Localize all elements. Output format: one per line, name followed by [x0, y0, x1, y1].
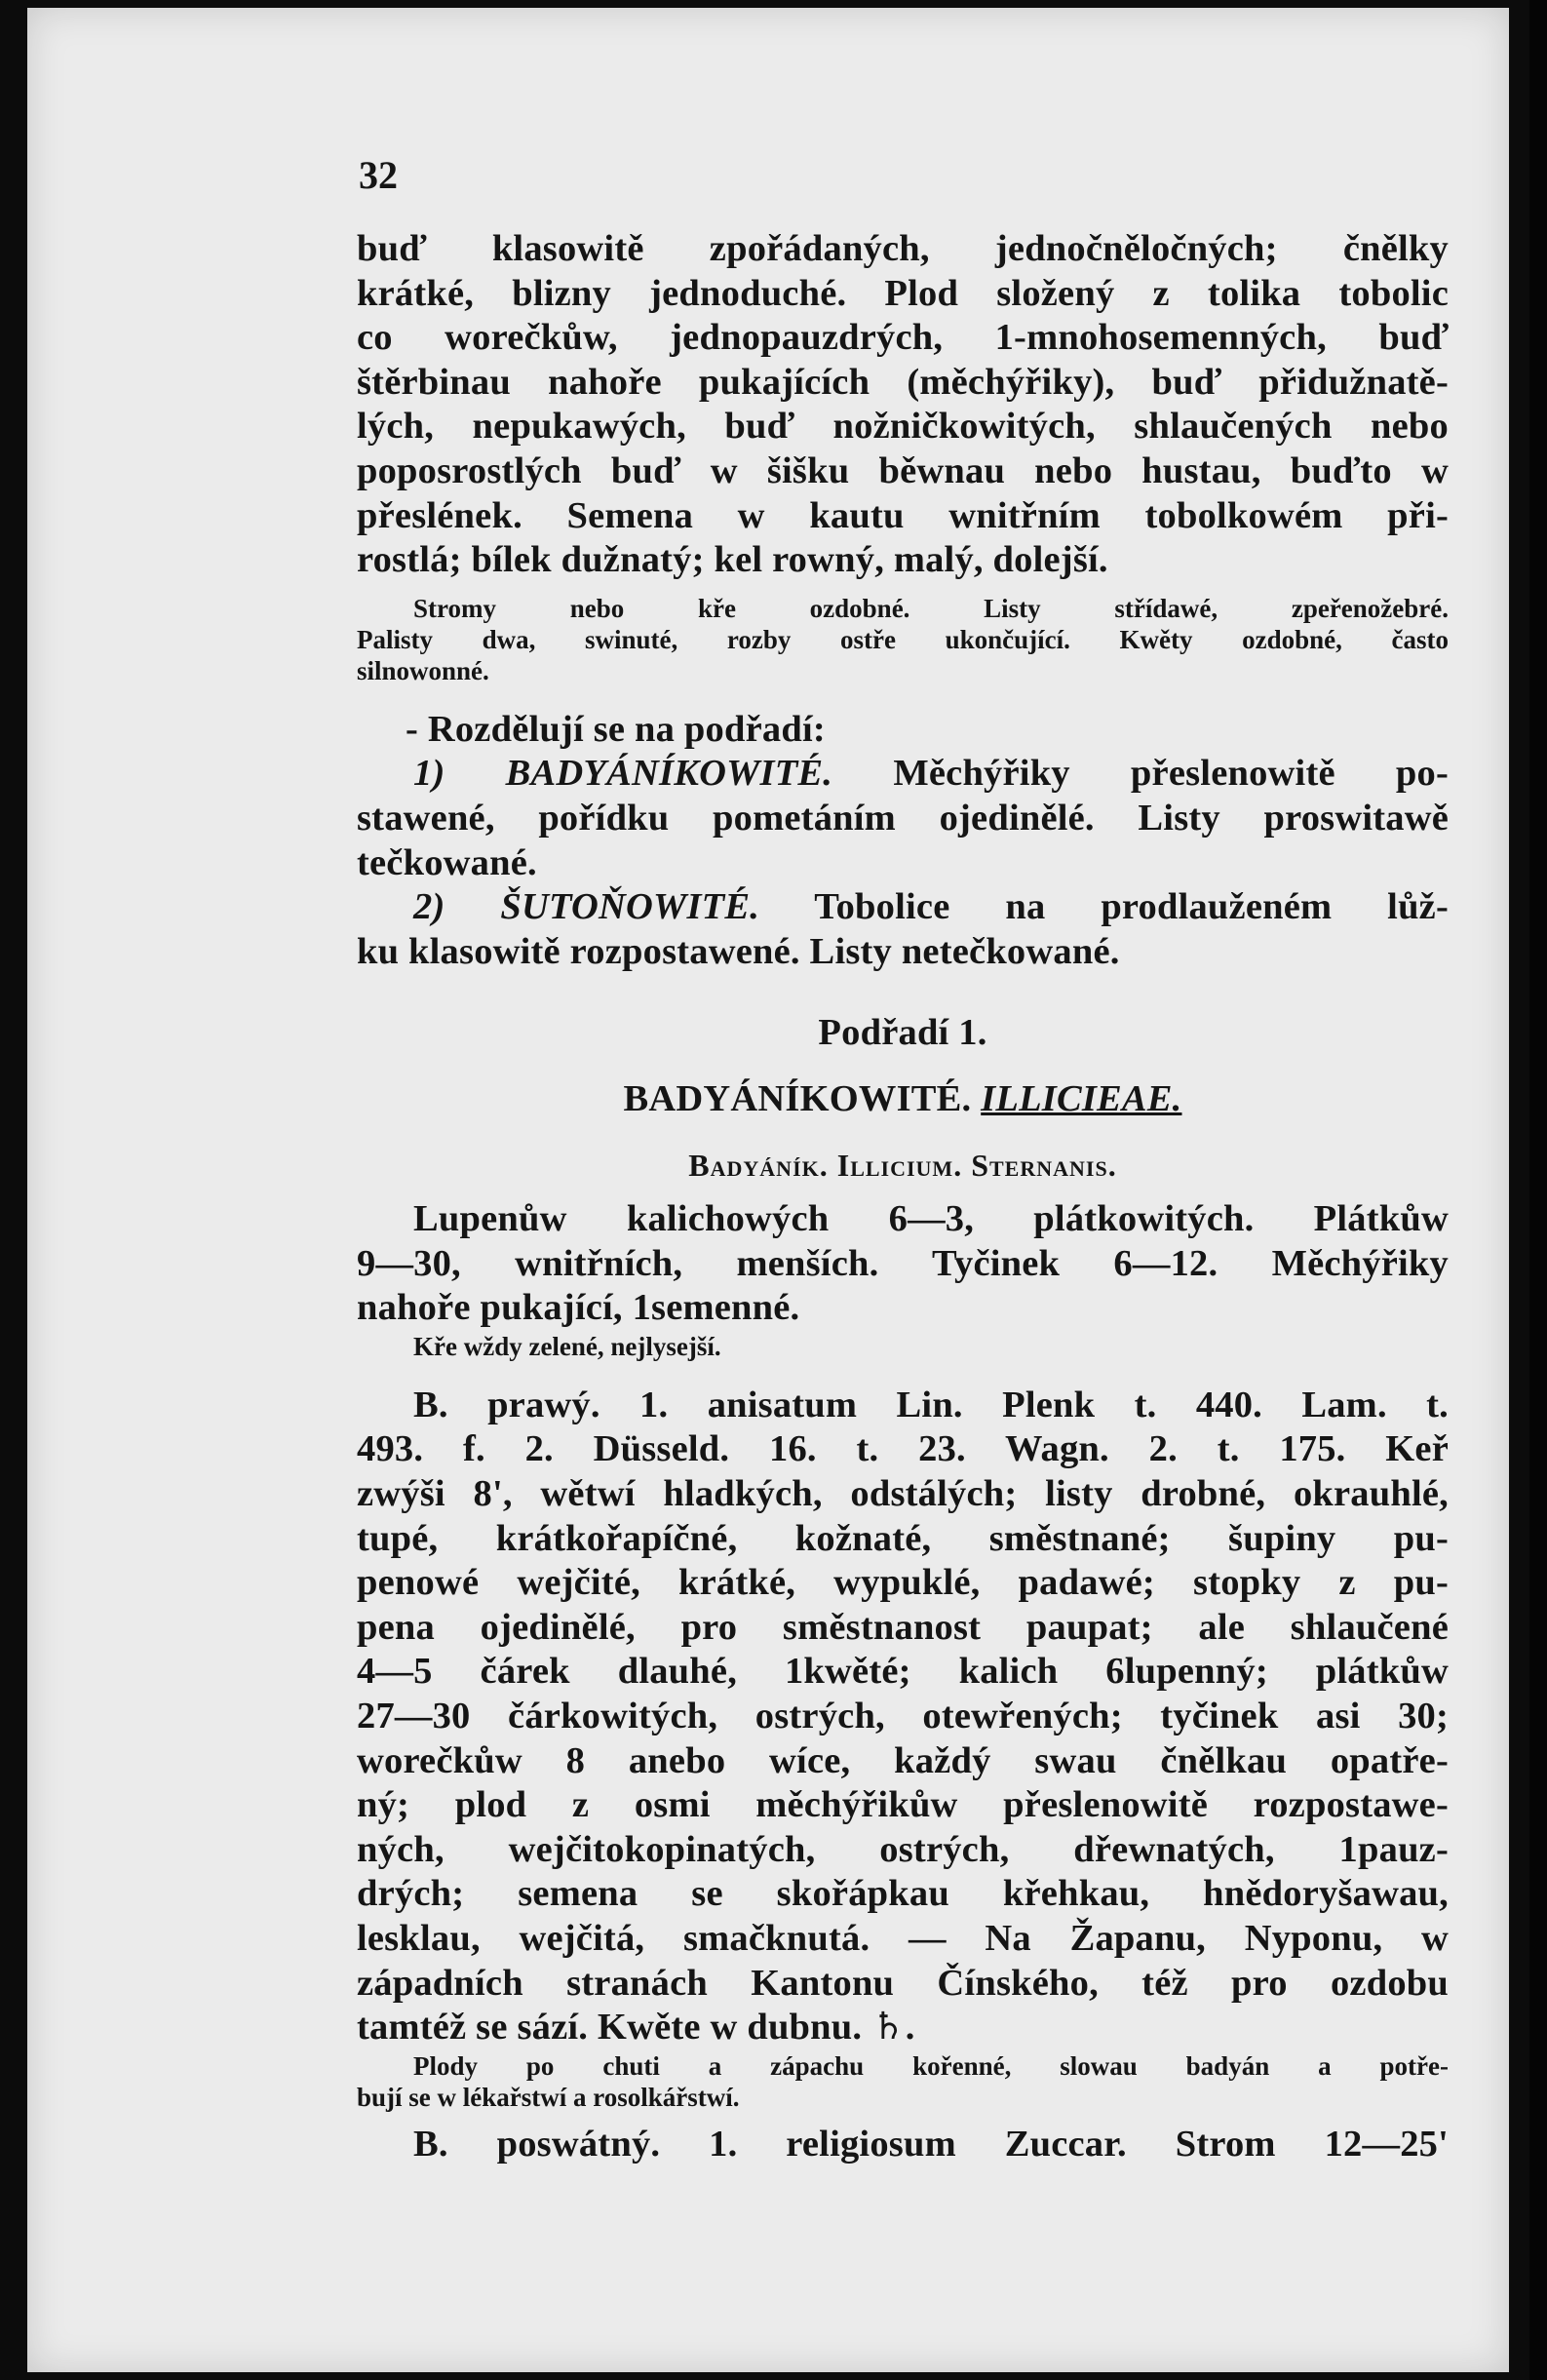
text-line: tamtéž se sází. Kwěte w dubnu. ♄.	[357, 2007, 915, 2048]
division-1-number: 1)	[413, 753, 445, 795]
note-line: silnowonné.	[357, 655, 489, 685]
sub-order-heading: Podřadí 1.	[818, 1012, 987, 1054]
text-line: nahoře pukající, 1semenné.	[357, 1287, 800, 1329]
text-line: buď klasowitě zpořádaných, jednočněločných; čnělky	[357, 228, 1449, 269]
text-line: penowé wejčité, krátké, wypuklé, padawé; stopky z pu-	[357, 1562, 1449, 1604]
scan-edge	[1529, 0, 1547, 2380]
genus-description	[357, 1197, 1449, 1331]
text-line: pena ojedinělé, pro směstnanost paupat; ale shlaučené	[357, 1606, 1449, 1648]
divide-heading: - Rozdělují se na podřadí:	[406, 708, 826, 750]
division-2-text: Tobolice na prodlauženém lůž-	[814, 886, 1449, 928]
text-line: drých; semena se skořápkau křehkau, hnědoryšawau,	[357, 1873, 1449, 1915]
division-2-line	[357, 885, 1449, 930]
genus-heading: Badyáník. Illicium. Sternanis.	[688, 1147, 1117, 1183]
division-2-number: 2)	[413, 886, 445, 928]
species-poswatny-line: B. poswátný. 1. religiosum Zuccar. Strom 12—25'	[413, 2123, 1449, 2165]
species-prawy-description	[357, 1384, 1449, 2050]
genus-note: Kře wždy zelené, nejlysejší.	[413, 1331, 721, 1361]
division-1-text: Měchýřiky přeslenowitě po-	[893, 753, 1450, 795]
note-line: Palisty dwa, swinuté, rozby ostře ukončující. Kwěty ozdobné, často	[357, 624, 1449, 654]
family-heading	[357, 1077, 1449, 1122]
note-line: bují se w lékařstwí a rosolkářstwí.	[357, 2082, 740, 2112]
species-prawy-note	[357, 2050, 1449, 2113]
text-line: 493. f. 2. Düsseld. 16. t. 23. Wagn. 2. t. 175. Keř	[357, 1428, 1449, 1470]
text-line: lých, nepukawých, buď nožničkowitých, shlaučených nebo	[357, 406, 1449, 448]
note-line: Plody po chuti a zápachu kořenné, slowau badyán a potře-	[413, 2050, 1449, 2081]
text-line: B. prawý. 1. anisatum Lin. Plenk t. 440. Lam. t.	[413, 1384, 1449, 1425]
text-line: rostlá; bílek dužnatý; kel rowný, malý, dolejší.	[357, 539, 1108, 581]
text-line: tupé, krátkořapíčné, kožnaté, směstnané; šupiny pu-	[357, 1517, 1449, 1559]
family-latin-name: ILLICIEAE.	[981, 1077, 1182, 1119]
text-line: co worečkůw, jednopauzdrých, 1-mnohosemenných, buď	[357, 317, 1449, 359]
note-trees	[357, 593, 1449, 686]
text-line: ných, wejčitokopinatých, ostrých, dřewnatých, 1pauz-	[357, 1828, 1449, 1870]
text-line: stawené, pořídku pometáním ojedinělé. Listy proswitawě	[357, 797, 1449, 839]
text-line: 4—5 čárek dlauhé, 1kwěté; kalich 6lupenný; plátkůw	[357, 1651, 1449, 1693]
text-line: lesklau, wejčitá, smačknutá. — Na Žapanu, Nyponu, w	[357, 1918, 1449, 1959]
text-line: 27—30 čárkowitých, ostrých, otewřených; tyčinek asi 30;	[357, 1696, 1449, 1737]
text-line: přeslének. Semena w kautu wnitřním tobolkowém při-	[357, 494, 1449, 536]
text-line: ný; plod z osmi měchýřikůw přeslenowitě rozpostawe-	[357, 1784, 1449, 1826]
text-line: ku klasowitě rozpostawené. Listy netečkowané.	[357, 930, 1120, 972]
text-line: krátké, blizny jednoduché. Plod složený z tolika tobolic	[357, 272, 1449, 314]
text-line: 9—30, wnitřních, menších. Tyčinek 6—12. Měchýřiky	[357, 1242, 1449, 1284]
text-line: worečkůw 8 anebo wíce, každý swau čnělkau opatře-	[357, 1739, 1449, 1781]
book-page	[27, 8, 1509, 2372]
text-line: zwýši 8', wětwí hladkých, odstálých; listy drobné, okrauhlé,	[357, 1473, 1449, 1515]
text-line: štěrbinau nahoře pukajících (měchýřiky), buď přidužnatě-	[357, 361, 1449, 403]
page-text	[357, 227, 1449, 2166]
family-czech-name: BADYÁNÍKOWITÉ.	[623, 1077, 972, 1119]
text-line: tečkowané.	[357, 841, 537, 883]
paragraph-fruit-description	[357, 227, 1449, 583]
text-line: poposrostlých buď w šišku běwnau nebo hustau, buďto w	[357, 449, 1449, 491]
text-line: Lupenůw kalichowých 6—3, plátkowitých. Plátkůw	[413, 1198, 1449, 1240]
text-line: západních stranách Kantonu Čínského, též pro ozdobu	[357, 1962, 1449, 2004]
division-1-line	[357, 752, 1449, 797]
division-1-name: BADYÁNÍKOWITÉ.	[505, 753, 833, 795]
division-2-name: ŠUTOŇOWITÉ.	[500, 886, 760, 928]
note-line: Stromy nebo kře ozdobné. Listy střídawé, zpeřenožebré.	[413, 593, 1449, 623]
page-number: 32	[359, 153, 398, 197]
